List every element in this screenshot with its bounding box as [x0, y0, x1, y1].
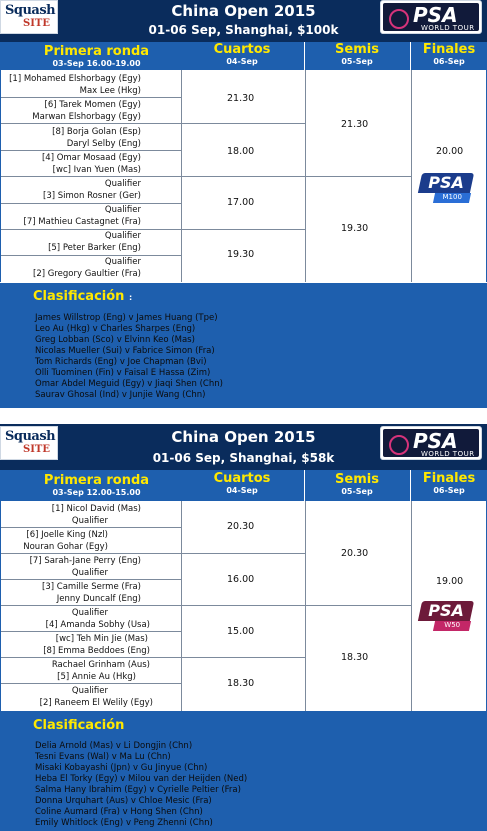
player-name: Qualifier	[71, 686, 108, 696]
player-name: Qualifier	[71, 516, 108, 526]
player-name: Rachael Grinham (Aus)	[51, 660, 150, 670]
qualifying-match: Tom Richards (Eng) v Joe Chapman (Bvi)	[35, 357, 207, 367]
qualifying-match: Saurav Ghosal (Ind) v Junjie Wang (Chn)	[35, 390, 206, 400]
qualifying-title: Clasificación	[33, 718, 125, 733]
match-time: 21.30	[227, 93, 255, 104]
player-name: [1] Mohamed Elshorbagy (Egy)	[9, 74, 141, 84]
qualifying-match: Coline Aumard (Fra) v Hong Shen (Chn)	[35, 807, 203, 817]
psa-m100-badge: PSA M100	[420, 173, 472, 203]
men-draw	[0, 70, 487, 282]
player-name: Qualifier	[71, 568, 108, 578]
player-name: [3] Camille Serme (Fra)	[42, 582, 141, 592]
qualifying-match: Omar Abdel Meguid (Egy) v Jiaqi Shen (Chn)	[35, 379, 223, 389]
women-header	[0, 424, 487, 470]
squashsite-logo[interactable]: Squash SITE	[0, 0, 58, 34]
player-name: [4] Omar Mosaad (Egy)	[41, 153, 141, 163]
qualifying-match: Tesni Evans (Wal) v Ma Lu (Chn)	[35, 752, 171, 762]
player-name: Qualifier	[71, 608, 108, 618]
squash-player-icon	[389, 435, 409, 455]
player-name: [4] Amanda Sobhy (Usa)	[45, 620, 150, 630]
qualifying-match: Nicolas Mueller (Sui) v Fabrice Simon (Fra)	[35, 346, 215, 356]
round-header: Cuartos 04-Sep	[213, 42, 271, 66]
round-header: Semis 05-Sep	[335, 42, 379, 66]
men-qualifying	[0, 283, 487, 408]
match-time: 20.30	[227, 521, 255, 532]
match-time: 20.30	[341, 548, 369, 559]
player-name: [7] Mathieu Castagnet (Fra)	[23, 217, 141, 227]
qualifying-match: Olli Tuominen (Fin) v Faisal E Hassa (Zim)	[35, 368, 211, 378]
player-name: [wc] Teh Min Jie (Mas)	[55, 634, 148, 644]
qualifying-match: Salma Hany Ibrahim (Egy) v Cyrielle Peltier (Fra)	[35, 785, 241, 795]
qualifying-match: Misaki Kobayashi (Jpn) v Gu Jinyue (Chn)	[35, 763, 208, 773]
qualifying-title: Clasificación :	[33, 289, 133, 304]
player-name: [2] Raneem El Welily (Egy)	[39, 698, 153, 708]
round-header: Finales 06-Sep	[422, 42, 476, 66]
qualifying-match: Delia Arnold (Mas) v Li Dongjin (Chn)	[35, 741, 193, 751]
player-name: [6] Joelle King (Nzl)	[26, 530, 108, 540]
player-name: Max Lee (Hkg)	[79, 86, 141, 96]
player-name: [2] Gregory Gaultier (Fra)	[33, 269, 141, 279]
match-time: 18.30	[341, 652, 369, 663]
match-time: 20.00	[436, 146, 464, 157]
psa-world-tour-logo[interactable]: PSA WORLD TOUR	[380, 426, 482, 460]
player-name: [wc] Ivan Yuen (Mas)	[52, 165, 141, 175]
squash-player-icon	[389, 9, 409, 29]
match-time: 16.00	[227, 574, 255, 585]
match-time: 19.00	[436, 576, 464, 587]
player-name: [8] Borja Golan (Esp)	[52, 127, 141, 137]
match-time: 17.00	[227, 197, 255, 208]
match-time: 18.00	[227, 146, 255, 157]
squashsite-logo[interactable]: Squash SITE	[0, 426, 58, 460]
men-subtitle: 01-06 Sep, Shanghai, $100k	[148, 23, 339, 37]
player-name: Marwan Elshorbagy (Egy)	[32, 112, 141, 122]
men-header	[0, 0, 487, 42]
match-time: 19.30	[227, 249, 255, 260]
round-header: Cuartos 04-Sep	[213, 471, 271, 495]
player-name: Jenny Duncalf (Eng)	[56, 594, 141, 604]
player-name: [5] Peter Barker (Eng)	[48, 243, 141, 253]
qualifying-match: Heba El Torky (Egy) v Milou van der Heijden (Ned)	[35, 774, 248, 784]
women-round-headers	[0, 470, 487, 501]
match-time: 21.30	[341, 119, 369, 130]
men-round-headers	[0, 42, 487, 70]
qualifying-match: Leo Au (Hkg) v Charles Sharpes (Eng)	[35, 324, 196, 334]
match-time: 15.00	[227, 626, 255, 637]
player-name: [1] Nicol David (Mas)	[51, 504, 141, 514]
player-name: [6] Tarek Momen (Egy)	[44, 100, 141, 110]
player-name: Qualifier	[104, 205, 141, 215]
player-name: Nouran Gohar (Egy)	[23, 542, 108, 552]
men-title: China Open 2015	[171, 2, 316, 20]
round-header: Finales 06-Sep	[422, 471, 476, 495]
women-title: China Open 2015	[171, 428, 316, 446]
qualifying-match: Greg Lobban (Sco) v Elvinn Keo (Mas)	[35, 335, 195, 345]
player-name: [8] Emma Beddoes (Eng)	[43, 646, 150, 656]
player-name: Qualifier	[104, 231, 141, 241]
qualifying-match: James Willstrop (Eng) v James Huang (Tpe)	[35, 313, 218, 323]
qualifying-match: Emily Whitlock (Eng) v Peng Zhenni (Chn)	[35, 818, 213, 828]
round-header: Semis 05-Sep	[335, 472, 379, 496]
women-subtitle: 01-06 Sep, Shanghai, $58k	[152, 451, 335, 465]
match-time: 19.30	[341, 223, 369, 234]
women-draw	[0, 501, 487, 711]
player-name: Qualifier	[104, 179, 141, 189]
player-name: [7] Sarah-Jane Perry (Eng)	[29, 556, 141, 566]
qualifying-match: Donna Urquhart (Aus) v Chloe Mesic (Fra)	[35, 796, 212, 806]
player-name: [5] Annie Au (Hkg)	[57, 672, 136, 682]
player-name: Daryl Selby (Eng)	[66, 139, 141, 149]
player-name: Qualifier	[104, 257, 141, 267]
player-name: [3] Simon Rosner (Ger)	[43, 191, 141, 201]
round-header: Primera ronda 03-Sep 12.00-15.00	[43, 473, 150, 497]
match-time: 18.30	[227, 678, 255, 689]
psa-w50-badge: PSA W50	[420, 601, 472, 631]
psa-world-tour-logo[interactable]: PSA WORLD TOUR	[380, 0, 482, 34]
women-qualifying	[0, 711, 487, 831]
round-header: Primera ronda 03-Sep 16.00-19.00	[43, 44, 150, 68]
